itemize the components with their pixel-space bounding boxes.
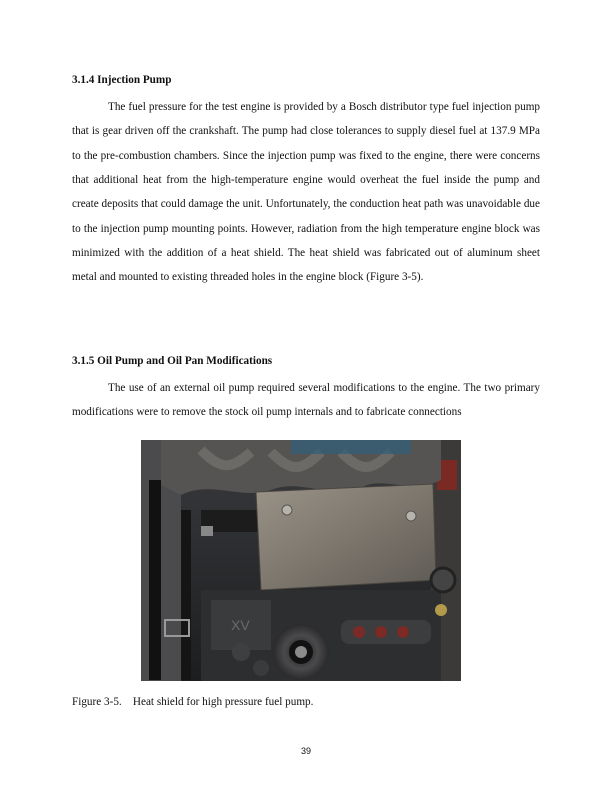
paragraph-oil-pump: The use of an external oil pump required several modifications to the engine. The two primary modifications were to remove the stock oil pump internals and to fabricate connections [72,382,540,419]
figure-heat-shield-photo [141,440,461,681]
section-heading-injection-pump: 3.1.4 Injection Pump [72,74,172,86]
figure-caption: Figure 3-5. Heat shield for high pressure fuel pump. [72,696,314,708]
section-heading-oil-pump: 3.1.5 Oil Pump and Oil Pan Modifications [72,355,273,367]
page-number: 39 [300,746,311,756]
block-casting-label: XV [231,617,250,633]
engine-photo-illustration [141,440,461,681]
paragraph-injection-pump: The fuel pressure for the test engine is provided by a Bosch distributor type fuel injection pump that is gear driven off the crankshaft. The pump had close tolerances to supply diesel fuel at 137.9 MPa to the pre-combustion chambers. Since the injection pump was fixed to the engine, there were concerns that additional heat from the high-temperature engine would overheat the fuel inside the pump and create deposits that could damage the unit. Unfortunately, the conduction heat path was unavoidable due to the injection pump mounting points. However, radiation from the high temperature engine block was minimized with the addition of a heat shield. The heat shield was fabricated out of aluminum sheet metal and mounted to existing threaded holes in the engine block (Figure 3-5). [72,101,540,284]
